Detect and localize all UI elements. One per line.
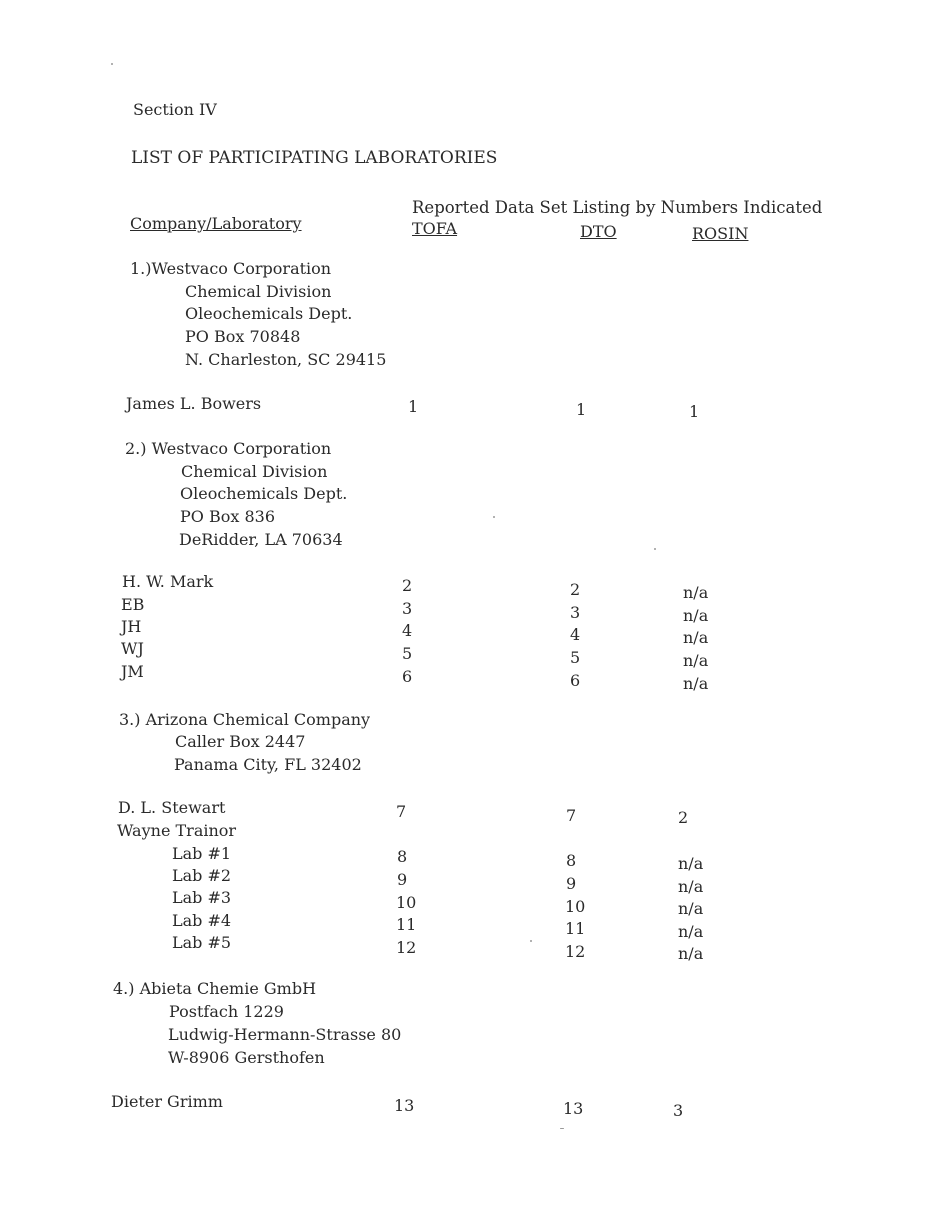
rosin-value: n/a: [683, 628, 709, 647]
tofa-value: 11: [396, 915, 417, 934]
tofa-value: 5: [402, 644, 413, 663]
tofa-column-header: TOFA: [412, 219, 458, 238]
tofa-value: 12: [396, 938, 417, 957]
rosin-value: 3: [673, 1101, 684, 1120]
rosin-value: n/a: [683, 651, 709, 670]
lab-name: Dieter Grimm: [111, 1092, 223, 1111]
address-line: Caller Box 2447: [175, 732, 306, 751]
lab-name: Lab #1: [172, 844, 232, 863]
tofa-value: 9: [397, 870, 408, 889]
address-line: Oleochemicals Dept.: [180, 484, 348, 503]
dto-value: 2: [570, 580, 581, 599]
address-line: Ludwig-Hermann-Strasse 80: [168, 1025, 402, 1044]
lab-name: EB: [121, 595, 145, 614]
lab-name: JM: [121, 662, 144, 681]
tofa-value: 7: [396, 802, 407, 821]
scan-speck: [493, 516, 495, 518]
lab-name: JH: [121, 617, 142, 636]
tofa-value: 6: [402, 667, 413, 686]
rosin-value: 1: [689, 402, 700, 421]
dto-value: 5: [570, 648, 581, 667]
address-line: Panama City, FL 32402: [174, 755, 362, 774]
address-line: W-8906 Gersthofen: [168, 1048, 325, 1067]
tofa-value: 10: [396, 893, 417, 912]
address-line: DeRidder, LA 70634: [179, 530, 343, 549]
address-line: 2.) Westvaco Corporation: [125, 439, 332, 458]
tofa-value: 8: [397, 847, 408, 866]
dto-value: 12: [565, 942, 586, 961]
lab-name: Wayne Trainor: [117, 821, 237, 840]
address-line: PO Box 70848: [185, 327, 301, 346]
address-line: 1.)Westvaco Corporation: [130, 259, 332, 278]
rosin-column-header: ROSIN: [692, 224, 749, 243]
dto-value: 11: [565, 919, 586, 938]
tofa-value: 1: [408, 397, 419, 416]
dto-value: 10: [565, 897, 586, 916]
scan-speck: [111, 63, 113, 65]
rosin-value: n/a: [678, 854, 704, 873]
lab-name: WJ: [121, 639, 144, 658]
dto-value: 1: [576, 400, 587, 419]
rosin-value: n/a: [678, 944, 704, 963]
rosin-value: n/a: [683, 583, 709, 602]
tofa-value: 4: [402, 621, 413, 640]
dto-value: 8: [566, 851, 577, 870]
page-title: LIST OF PARTICIPATING LABORATORIES: [131, 148, 498, 168]
address-line: 4.) Abieta Chemie GmbH: [113, 979, 317, 998]
tofa-value: 13: [394, 1096, 415, 1115]
rosin-value: n/a: [683, 606, 709, 625]
address-line: PO Box 836: [180, 507, 276, 526]
dto-value: 3: [570, 603, 581, 622]
address-line: Postfach 1229: [169, 1002, 284, 1021]
dto-value: 6: [570, 671, 581, 690]
scan-speck: [560, 1128, 564, 1129]
lab-name: D. L. Stewart: [118, 798, 226, 817]
lab-name: Lab #3: [172, 888, 232, 907]
rosin-value: 2: [678, 808, 689, 827]
dto-value: 13: [563, 1099, 584, 1118]
dto-column-header: DTO: [580, 222, 617, 241]
lab-name: Lab #4: [172, 911, 232, 930]
scan-speck: [654, 548, 656, 550]
dto-value: 7: [566, 806, 577, 825]
company-column-header: Company/Laboratory: [130, 214, 302, 233]
tofa-value: 3: [402, 599, 413, 618]
address-line: Oleochemicals Dept.: [185, 304, 353, 323]
rosin-value: n/a: [678, 899, 704, 918]
rosin-value: n/a: [683, 674, 709, 693]
dto-value: 4: [570, 625, 581, 644]
section-label: Section IV: [133, 100, 217, 119]
lab-name: James L. Bowers: [126, 394, 262, 413]
address-line: N. Charleston, SC 29415: [185, 350, 387, 369]
reported-caption: Reported Data Set Listing by Numbers Indicated: [412, 198, 823, 217]
rosin-value: n/a: [678, 922, 704, 941]
address-line: Chemical Division: [181, 462, 328, 481]
lab-name: Lab #2: [172, 866, 232, 885]
address-line: 3.) Arizona Chemical Company: [119, 710, 371, 729]
scan-speck: [530, 940, 532, 942]
tofa-value: 2: [402, 576, 413, 595]
lab-name: Lab #5: [172, 933, 232, 952]
dto-value: 9: [566, 874, 577, 893]
rosin-value: n/a: [678, 877, 704, 896]
address-line: Chemical Division: [185, 282, 332, 301]
lab-name: H. W. Mark: [122, 572, 214, 591]
